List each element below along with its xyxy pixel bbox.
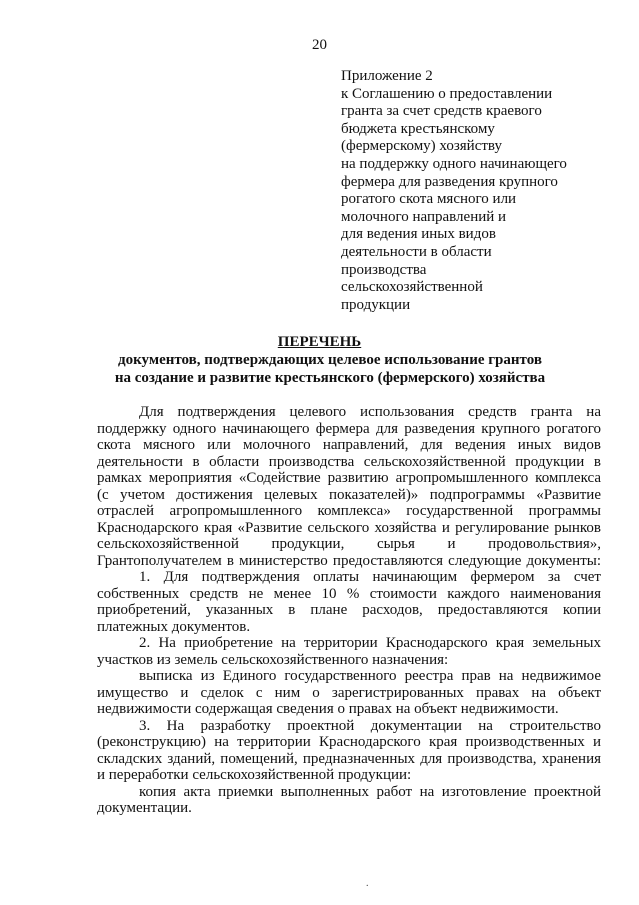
body-line: 1. Для подтверждения оплаты начинающим фермером за счет: [139, 569, 601, 585]
body-line: недвижимости содержащая сведения о правах на объект недвижимости.: [97, 701, 559, 717]
appendix-line: бюджета крестьянскому: [341, 120, 495, 137]
appendix-line: молочного направлений и: [341, 208, 507, 225]
appendix-line: деятельности в области: [341, 243, 492, 260]
body-line: приобретений, указанных в плане расходов, предоставляются копии: [97, 602, 601, 618]
document-title: ПЕРЕЧЕНЬ: [277, 334, 362, 350]
body-line: Краснодарского края «Развитие сельского хозяйства и регулирование рынков: [97, 519, 601, 536]
body-line: участков из земель сельскохозяйственного назначения:: [97, 651, 449, 668]
body-line: и переработки сельскохозяйственной продукции:: [97, 767, 412, 783]
appendix-line: Приложение 2: [341, 68, 433, 84]
subtitle-line: на создание и развитие крестьянского (фермерского) хозяйства: [114, 370, 546, 386]
document-subtitle: [60, 351, 600, 387]
appendix-line: на поддержку одного начинающего: [341, 155, 567, 172]
appendix-line: (фермерскому) хозяйству: [341, 138, 502, 155]
footer-mark: .: [366, 878, 369, 889]
document-body: [97, 404, 601, 817]
appendix-line: гранта за счет средств краевого: [341, 103, 542, 120]
body-line: платежных документов.: [97, 618, 251, 635]
appendix-line: рогатого скота мясного или: [341, 191, 517, 208]
body-line: документации.: [97, 800, 192, 816]
body-line: деятельности в области производства сельскохозяйственной продукции в: [97, 453, 601, 470]
body-line: (с учетом достижения целевых показателей)» подпрограммы «Развитие: [97, 486, 601, 503]
appendix-line: производства: [341, 261, 427, 278]
subtitle-line: документов, подтверждающих целевое использование грантов: [118, 352, 542, 368]
appendix-line: фермера для разведения крупного: [341, 173, 558, 190]
body-line: сельскохозяйственной продукции, сырья и продовольствия»,: [97, 536, 601, 552]
body-line: выписка из Единого государственного реестра прав на недвижимое: [139, 668, 601, 684]
body-line: Для подтверждения целевого использования средств гранта на: [139, 404, 601, 420]
appendix-header: [341, 68, 611, 314]
body-line: отраслей агропромышленного комплекса» государственной программы: [97, 503, 601, 519]
body-line: копия акта приемки выполненных работ на изготовление проектной: [139, 783, 601, 800]
body-line: рамках мероприятия «Содействие развитию агропромышленного комплекса: [97, 470, 601, 486]
body-line: 2. На приобретение на территории Краснодарского края земельных: [139, 635, 601, 651]
appendix-line: для ведения иных видов: [341, 226, 496, 243]
body-line: (реконструкцию) на территории Краснодарского края производственных и: [97, 734, 601, 750]
body-line: скота мясного или молочного направлений, для ведения иных видов: [97, 437, 601, 453]
body-line: Грантополучателем в министерство предоставляются следующие документы:: [97, 552, 601, 569]
body-line: имущество и сделок с ним о зарегистрированных правах на объект: [97, 684, 601, 701]
body-line: собственных средств не менее 10 % стоимости каждого наименования: [97, 585, 601, 602]
body-line: 3. На разработку проектной документации на строительство: [139, 717, 601, 734]
appendix-line: сельскохозяйственной: [341, 279, 483, 296]
body-line: складских зданий, помещений, предназначенных для производства, хранения: [97, 750, 601, 767]
page-number: 20: [312, 37, 327, 53]
appendix-line: продукции: [341, 296, 411, 313]
appendix-line: к Соглашению о предоставлении: [341, 85, 553, 102]
body-line: поддержку одного начинающего фермера для разведения крупного рогатого: [97, 420, 601, 437]
